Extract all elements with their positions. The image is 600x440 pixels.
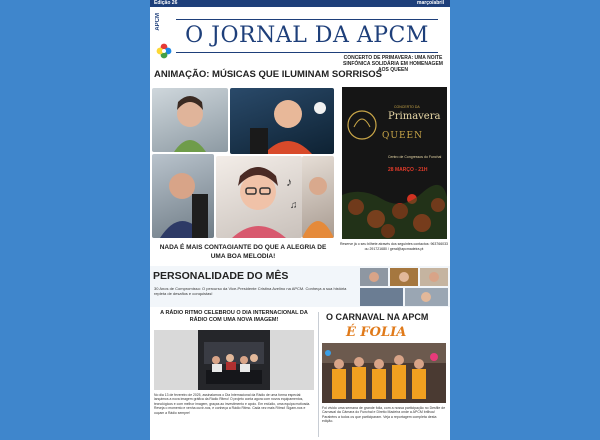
edition-date: março/abril [417,0,444,6]
svg-text:♪: ♪ [286,175,292,189]
photo-woman-orange [302,156,334,238]
photo-boy-wheelchair [230,88,334,154]
animacao-photo-collage [152,88,334,238]
newsletter-page [150,0,450,440]
poster-queen: QUEEN [382,131,423,141]
masthead-rule-bottom [176,52,438,53]
column-divider [318,312,319,437]
carnaval-parade-photo [322,343,446,403]
animacao-heading: ANIMAÇÃO: MÚSICAS QUE ILUMINAM SORRISOS [154,69,382,80]
flower-logo-icon [156,43,172,59]
concerto-caption: Reserve já o seu bilhete através dos seguintes contactos: 963766033 ou 291721680 / geral@apcmadeira.pt [340,242,448,251]
poster-title: Primavera [388,111,441,122]
svg-text:♫: ♫ [290,200,298,211]
animacao-caption: NADA É MAIS CONTAGIANTE DO QUE A ALEGRIA DE UMA BOA MELODIA! [159,244,327,260]
carnaval-text: Foi vivido uma semana de grande folia, com a nossa participação no Desfile de Carnaval da Câmara do Funchal e Direito Madeira onde a APCM brilhou! Parabéns a todos os que participaram. Veja a reportagem completa desta edição. [322,406,446,424]
masthead-title: O JORNAL DA APCM [185,23,429,48]
apcm-logo [154,13,176,63]
personalidade-photos [360,268,448,306]
edition-bar [150,0,450,7]
poster-venue: Centro de Congressos do Funchal [388,155,442,159]
photo-smiling-woman [152,88,228,152]
radio-heading: A RÁDIO RITMO CELEBROU O DIA INTERNACIONAL DA RÁDIO COM UMA NOVA IMAGEM! [160,310,308,323]
photo-man-wheelchair [152,154,214,238]
logo-acronym: APCM [155,13,161,31]
edition-number: Edição 26 [154,0,178,6]
concerto-poster [342,87,447,239]
poster-small-title: CONCERTO DA [394,105,420,109]
radio-text: No dia 13 de fevereiro de 2025, assinalamos o Dia Internacional da Rádio de uma forma especial: lançámos a nova imagem gráfica da Rádio Ritmo! O projeto conta agora com novos equipamentos, tecnológicos e com melhor imagem, graças ao investimento e apoio. Em estúdio, uma equipa motivada. Reveja o momento e venha ouvir-nos, e conheça a Rádio Ritmo. Cada vez mais Ritmo! Sigam-nos e ouçam a Rádio sempre! [154,393,311,415]
photo-girl-glasses [216,156,302,238]
personalidade-heading: PERSONALIDADE DO MÊS [153,270,289,282]
personalidade-text: 30 Anos de Compromisso: O percurso da Vice-Presidente Cristina Avelino na APCM. Conheça a sua história repleta de desafios e conquistas! [154,286,347,296]
poster-date: 28 MARÇO - 21H [388,167,428,173]
page-frame-right [450,0,600,440]
concerto-heading: CONCERTO DE PRIMAVERA: UMA NOITE SINFÓNICA SOLIDÁRIA EM HOMENAGEM AOS QUEEN [343,55,443,73]
carnaval-heading: O CARNAVAL NA APCM [326,312,429,322]
carnaval-subtitle: É FOLIA [346,325,407,340]
radio-studio-photo [154,330,314,390]
page-frame-left [0,0,150,440]
